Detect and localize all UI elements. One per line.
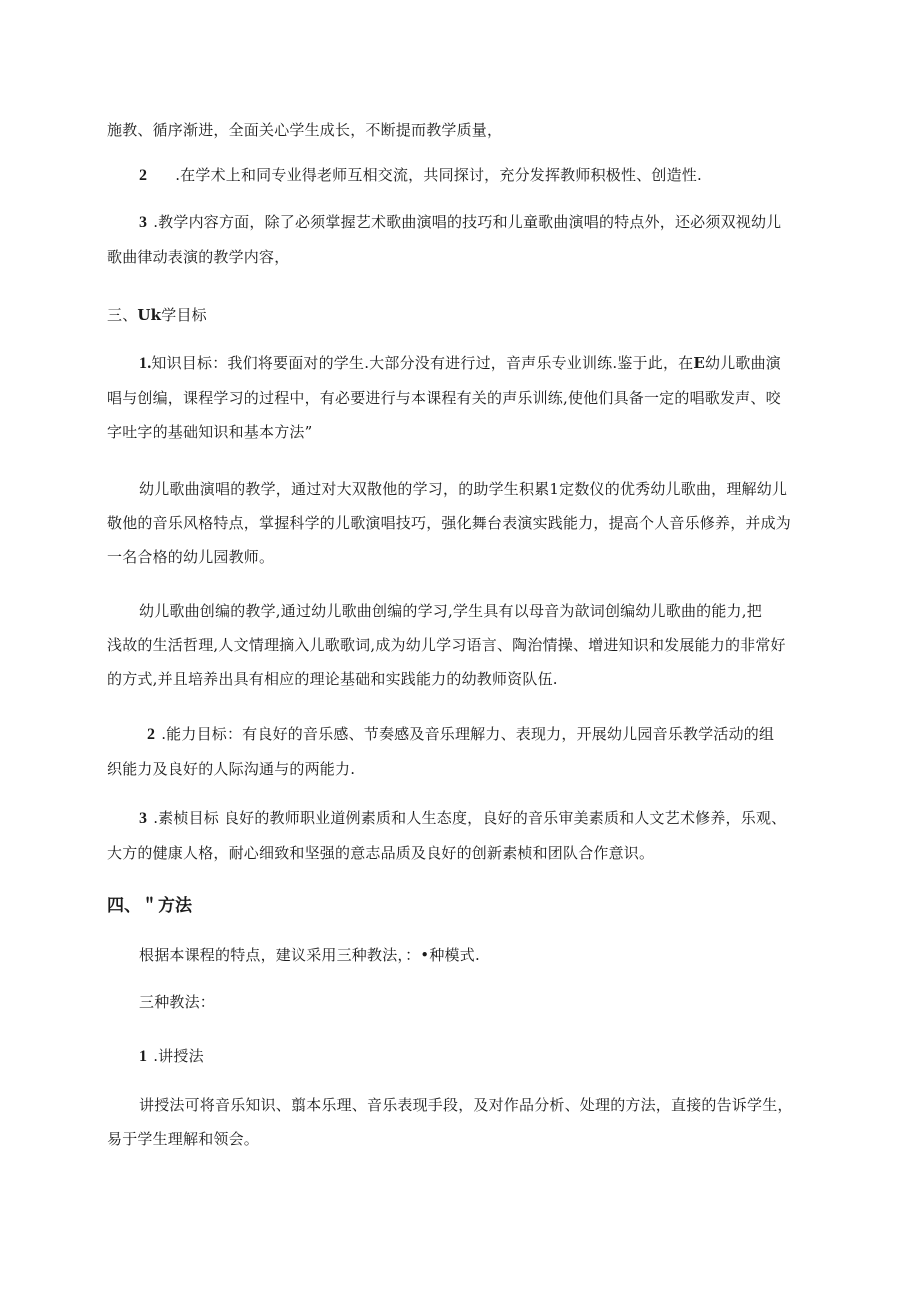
list-number: 1.: [139, 355, 152, 372]
method-1-heading: 1 .讲授法: [139, 1047, 204, 1065]
list-number: 2: [139, 167, 148, 184]
list-number: 3: [139, 810, 148, 827]
list-text: .教学内容方面，除了必须掌握艺术歌曲演唱的技巧和儿童歌曲演唱的特点外，还必须双视幼儿: [153, 213, 782, 231]
list-text: .在学术上和同专业得老师互相交流，共同探讨，充分发挥教师积极性、创造性.: [175, 166, 702, 184]
list-number: 1: [139, 1048, 148, 1065]
list-text-continued: 歌曲律动表演的教学内容，: [107, 248, 290, 266]
paragraph-creation: 幼儿歌曲创编的教学,通过幼儿歌曲创编的学习,学生具有以母音为歆词创编幼儿歌曲的能力,把 浅故的生活哲理,人文情理摘入儿歌歌词,成为幼儿学习语言、陶治情操、增进知识和发展能力的非常好 的方式,并且培养出具有相应的理论基础和实践能力的幼教师资队伍.: [107, 602, 786, 688]
three-methods-label: 三种教法：: [139, 993, 216, 1011]
list-number: 3: [139, 214, 148, 231]
list-item-3: [107, 205, 807, 274]
method-1-description: 讲授法可将音乐知识、翦本乐理、音乐表现手段，及对作品分析、处理的方法，直接的告诉学生， 易于学生理解和领会。: [107, 1096, 793, 1148]
list-item-2: [139, 158, 839, 193]
method-intro: 根据本课程的特点，建议采用三种教法，：•种模式.: [139, 946, 480, 964]
goal-ability: 2 .能力目标：有良好的音乐感、节奏感及音乐理解力、表现力，开展幼儿园音乐教学活动的组 织能力及良好的人际沟通与的两能力.: [107, 725, 775, 778]
paragraph-singing: 幼儿歌曲演唱的教学，通过对大双散他的学习，的助学生积累1定数仪的优秀幼儿歌曲，理解幼儿 敬他的音乐风格特点，掌握科学的儿歌演唱技巧，强化舞台表演实践能力，提高个人音乐修养，并成为 一名合格的幼儿园教师。: [107, 480, 792, 566]
section-heading-4: 四、＂方法: [107, 896, 192, 916]
goal-quality: 3 .素桢目标 良好的教师职业道例素质和人生态度，良好的音乐审美素质和人文艺术修养，乐观、 大方的健康人格，耐心细致和坚强的意志品质及良好的创新素桢和团队合作意识。: [107, 809, 787, 862]
intro-paragraph: [107, 113, 807, 147]
list-number: 2: [147, 726, 156, 743]
goal-knowledge: 1.知识目标：我们将要面对的学生.大部分没有进行过，音声乐专业训练.鉴于此，在E幼儿歌曲演 唱与创编，课程学习的过程中，有必要进行与本课程有关的声乐训练,使他们具备一定的唱歌发声、咬 字吐字的基础知识和基本方法”: [107, 354, 782, 441]
intro-line: 施教、循序渐进，全面关心学生成长，不断提而教学质量，: [107, 121, 503, 139]
section-heading-3: 三、Uk学目标: [107, 306, 207, 324]
